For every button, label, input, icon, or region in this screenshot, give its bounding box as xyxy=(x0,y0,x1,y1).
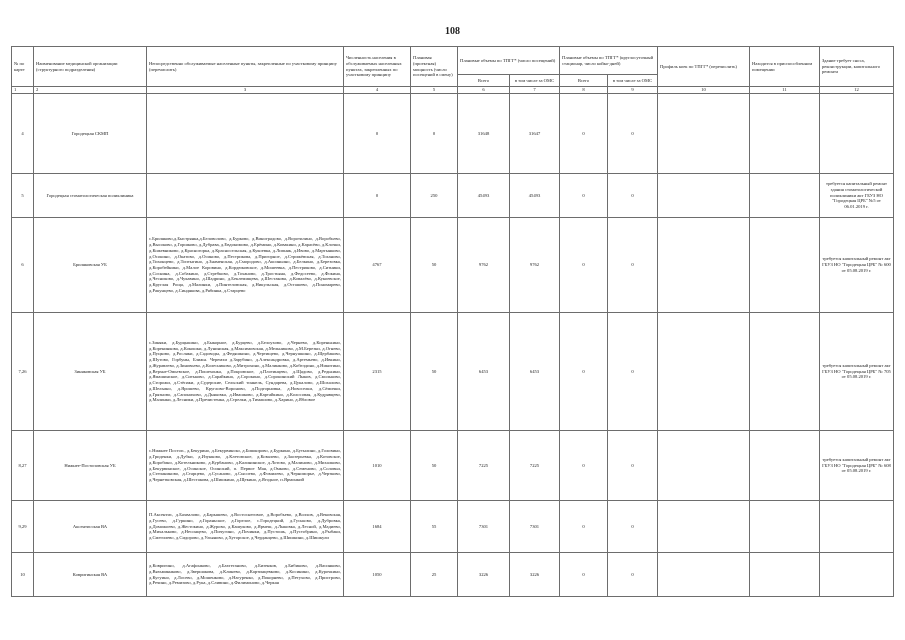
table-row xyxy=(12,313,894,431)
row-beddays-total: 0 xyxy=(560,313,608,431)
row-bed-profile xyxy=(658,501,750,553)
header-beddays-group: Плановые объемы по ТПГГ* (круглосуточный стационар, число койко-дней) xyxy=(560,47,658,75)
row-settlements xyxy=(147,94,344,174)
table-row xyxy=(12,174,894,218)
row-settlements: д.Ковригино, д.Агафонково, д.Бахтеганово, д.Бизенков, д.Бибиково, д.Васинково, д.Вязьминнково, д.Звершакова, д.Клинево, д.Картинцевково, д.Косинино, д.Курочкино, д.Кугуино, д.Лосево, д.Мошенково, д.Нагуренко, д.Покорнево, д.Петухово, д.Пристрово, д.Речино, д.Ремизово, д.Рука, д.Сливино, д.Филимоново, д.Черкая xyxy=(147,553,344,597)
col-number: 6 xyxy=(458,87,510,94)
column-numbers-row xyxy=(12,87,894,94)
row-organization: Городецкая стоматологическая поликлиника xyxy=(34,174,147,218)
row-repair-note: требуется капитальный ремонт акт ГБУЗ НО "Городецкая ЦРБ" № 608 от 05.08.2019 г. xyxy=(820,431,894,501)
row-repair-note: требуется капитальный ремонт акт ГБУЗ НО "Городецкая ЦРБ" № 705 от 05.08.2019 г. xyxy=(820,313,894,431)
row-population: 1684 xyxy=(344,501,411,553)
row-adapted-premises xyxy=(750,218,820,313)
row-map-number: 9,29 xyxy=(12,501,34,553)
header-organization: Наименование медицинской организации (структурного подразделения) xyxy=(34,47,147,87)
row-visits-total: 6453 xyxy=(458,313,510,431)
row-visits-total: 9762 xyxy=(458,218,510,313)
row-bed-profile xyxy=(658,94,750,174)
row-population: 1050 xyxy=(344,553,411,597)
header-visits-oms: в том числе за ОМС xyxy=(510,75,560,87)
row-bed-profile xyxy=(658,431,750,501)
row-visits-total: 45493 xyxy=(458,174,510,218)
row-visits-total: 31648 xyxy=(458,94,510,174)
row-adapted-premises xyxy=(750,313,820,431)
col-number: 9 xyxy=(608,87,658,94)
row-beddays-total: 0 xyxy=(560,431,608,501)
row-beddays-oms: 0 xyxy=(608,313,658,431)
header-repair-needed: Здание требует сноса, реконструкции, капитального ремонта xyxy=(820,47,894,87)
row-population: 4767 xyxy=(344,218,411,313)
row-visits-total: 7301 xyxy=(458,501,510,553)
row-map-number: 4 xyxy=(12,94,34,174)
row-beddays-oms: 0 xyxy=(608,174,658,218)
col-number: 2 xyxy=(34,87,147,94)
header-settlements: Непосредственно обслуживаемые населенные пункты, закрепленные по участковому принципу (перечислить) xyxy=(147,47,344,87)
row-adapted-premises xyxy=(750,501,820,553)
row-population: 2315 xyxy=(344,313,411,431)
row-settlements: П.Аксентис, д.Бахвалово, д.Барышево, д.Востоснеговое, д.Воробьево, д.Волхов, д.Вековская, д.Гусево, д.Гуркино, д.Гораньское, д.Горелое, с.Городецкий, д.Гуськово, д.Дубровка, д.Доможоево, д.Жестокино, д.Журово, д.Кашуково, д.Ярмеш, д.Лыковка, д.Лесной, д.Мадиево, д.Михальково, д.Несонцево, д.Пичугино, д.Починки, д.Пустошь, д.Пустобрино, д.Рыбаки, д.Смегилево, д.Сидорово, д.Ульяново, д.Хуторское, д.Черданцево, д.Шишкино, д.Шишкули xyxy=(147,501,344,553)
row-visits-oms: 9762 xyxy=(510,218,560,313)
row-organization: Городецкая СКМП xyxy=(34,94,147,174)
row-visits-oms: 45493 xyxy=(510,174,560,218)
col-number: 12 xyxy=(820,87,894,94)
row-capacity: 0 xyxy=(411,94,458,174)
row-organization: Ковригинская ВА xyxy=(34,553,147,597)
col-number: 5 xyxy=(411,87,458,94)
header-map-number: № по карте xyxy=(12,47,34,87)
table-row xyxy=(12,218,894,313)
table-row xyxy=(12,501,894,553)
col-number: 4 xyxy=(344,87,411,94)
col-number: 8 xyxy=(560,87,608,94)
row-capacity: 50 xyxy=(411,313,458,431)
header-visits-total: Всего xyxy=(458,75,510,87)
row-repair-note xyxy=(820,94,894,174)
row-beddays-oms: 0 xyxy=(608,218,658,313)
header-beddays-oms: в том числе за ОМС xyxy=(608,75,658,87)
table-row xyxy=(12,94,894,174)
row-capacity: 50 xyxy=(411,218,458,313)
row-map-number: 5 xyxy=(12,174,34,218)
row-organization: Зиняковская УБ xyxy=(34,313,147,431)
facilities-table xyxy=(11,46,894,597)
header-row xyxy=(12,47,894,75)
row-adapted-premises xyxy=(750,553,820,597)
row-beddays-total: 0 xyxy=(560,174,608,218)
row-beddays-total: 0 xyxy=(560,553,608,597)
row-organization: Аксентисская ВА xyxy=(34,501,147,553)
row-adapted-premises xyxy=(750,94,820,174)
header-population: Численность населения в обслуживаемых населенных пунктах, закрепленных по участковому принципу xyxy=(344,47,411,87)
row-repair-note xyxy=(820,553,894,597)
row-beddays-oms: 0 xyxy=(608,431,658,501)
row-visits-oms: 6453 xyxy=(510,313,560,431)
col-number: 7 xyxy=(510,87,560,94)
page-number: 108 xyxy=(445,26,460,37)
table-row xyxy=(12,553,894,597)
row-capacity: 250 xyxy=(411,174,458,218)
row-visits-total: 3226 xyxy=(458,553,510,597)
row-visits-oms: 7225 xyxy=(510,431,560,501)
row-settlements xyxy=(147,174,344,218)
row-bed-profile xyxy=(658,174,750,218)
header-adapted-premises: Находится в приспособленном помещении xyxy=(750,47,820,87)
header-visits-group: Плановые объемы по ТПГГ* (число посещений) xyxy=(458,47,560,75)
row-organization: Бриляковская УБ xyxy=(34,218,147,313)
row-bed-profile xyxy=(658,553,750,597)
row-beddays-total: 0 xyxy=(560,94,608,174)
row-capacity: 25 xyxy=(411,553,458,597)
row-settlements: с.Зиняки, д.Бурцыкино, д.Быкорное, д.Бурцево, д.Белоухово, д.Чернево, д.Коренькино, д.Коренинкова, д.Кокошки, д.Лунинская, д.Максимовская, д.Мельниково, д.М.Березки, д.Огнево, д.Пуцково, д.Росляки, д.Садоводы, д.Федяшкино, д.Чертищево, д.Чернушкино, д.Щербаково, д.Шутово, Горбуны, Ближн. Черемхи д.Зарубино, д.Александровка, д.Артемьево, д.Ивкино, д.Журавлево, д.Зиновьево, д.Колесниково, д.Митрохино, д.Малинково, д.Кобелдино, д.Никитино, д.Верхне-Омьевское, д.Пошехонка, д.Покровское, д.Плотинцево, д.Щадово, д.Редькино, д.Ямашинское, д.Ситьково, д.Сарайкина, д.Сорокино, д.Сорокинский Лыков, д.Смольково, д.Сторожи, д.Стёпаки, д.Судерские, Сельский тоннель, Сундарева, д.Цукалово, д.Шохалово, д.Шельино, д.Ярошево, Круглово-Вороново, д.Подгорновка, д.Новоселки, д.Сёмички, д.Грязново, д.Сапонихово, д.Дьяковка, д.Ивашково, д.Картайкино, д.Колосовая, д.Кудрявцево, д.Малинки, д.Лесники, д.Пречистенка, д.Стрелки, д.Тимашово, д.Харино, д.Ябловое xyxy=(147,313,344,431)
col-number: 1 xyxy=(12,87,34,94)
row-repair-note xyxy=(820,501,894,553)
row-settlements: с.Нижнее Постоп., д.Бекурино, д.Бекурвинско, д.Бишкорово, д.Буркино, д.Бутылино, д.Головино, д.Гриденки, д.Дубки, д.Изунково, д.Клетовское, д.Ковалево, д.Заозерьевка, д.Котовское, д.Коробино, д.Котельниково, д.Курбаново, д.Калининское, д.Лотово, д.Малиново, д.Михалково, д.Бекурвинское, д.Осинское, Осинский, п. Первое Мая, д.Омково, д.Семеново, д.Соловьи, д.Степаниново, д.Старцево, д.Сусаново, д.Сысоево, д.Фомилево, д.Черноморье, д.Чертково, д.Чернетковская, д.Шестакова, д.Шишкино, д.Щекино, д.Ягодное, п.Ярмонкий xyxy=(147,431,344,501)
row-beddays-oms: 0 xyxy=(608,553,658,597)
col-number: 11 xyxy=(750,87,820,94)
header-capacity: Плановая (проектная) мощность (число посещений в смену) xyxy=(411,47,458,87)
row-map-number: 10 xyxy=(12,553,34,597)
row-repair-note: требуется капитальный ремонт акт ГБУЗ НО "Городецкая ЦРБ" № 600 от 05.08.2019 г. xyxy=(820,218,894,313)
row-bed-profile xyxy=(658,218,750,313)
row-adapted-premises xyxy=(750,174,820,218)
col-number: 3 xyxy=(147,87,344,94)
row-bed-profile xyxy=(658,313,750,431)
row-repair-note: требуется капитальный ремонт здания стоматологической поликлиники акт ГБУЗ НО "Городецкая ЦРБ" №5 от 06.01.2019 г. xyxy=(820,174,894,218)
row-adapted-premises xyxy=(750,431,820,501)
row-visits-oms: 31647 xyxy=(510,94,560,174)
row-population: 1010 xyxy=(344,431,411,501)
row-beddays-oms: 0 xyxy=(608,94,658,174)
row-visits-oms: 7301 xyxy=(510,501,560,553)
row-population: 0 xyxy=(344,94,411,174)
row-beddays-total: 0 xyxy=(560,501,608,553)
col-number: 10 xyxy=(658,87,750,94)
table-row xyxy=(12,431,894,501)
row-settlements: с.Бриляково,д.Быстрянка,д.Беловолово, д.Бурково, д.Виноградово, д.Воротилино, д.Воробьево, д.Высоково, д.Горшково, д.Дубрава, д.Евдокимово, д.Ерёмино, д.Ковакино, д.Карасёво, д.Клочки, д.Кожевниково, д.Красногорка, д.Красносельская, д.Кукоевка, д.Липняк, д.Ивово, д.Мартынково, д.Осокино, д.Окатово, д.Осиново, д.Пестрикова, д.Пригорное, д.Стрижёвская, д.Тоханово, д.Тихонцево, д.Топтыгино, д.Знаменская, д.Смородово, д.Аксиньино, д.Белкино, д.Березовка, д.Коробейники, д.Малое Коровино, д.Кордюковское, д.Мошеевка, д.Пестриково, д.Ситники, д.Соснина, д.Собакино, д.Стребково, д.Тоханово, д.Тростьяна, д.Федосеево, д.Фокина, д.Чесноково, д.Чукавино, д.Шадрино, д.Беклемищева, д.Шестакова, д.Ковалёво, д.Кукоевское, д.Круглая Роща, д.Малинки, д.Пинтеловская, д.Никульская, д.Осташево, д.Пономарево, д.Ракунцево, д.Синдякова, д.Рябинка, д.Старцево xyxy=(147,218,344,313)
row-map-number: 7,26 xyxy=(12,313,34,431)
row-visits-oms: 3226 xyxy=(510,553,560,597)
row-capacity: 55 xyxy=(411,501,458,553)
row-beddays-oms: 0 xyxy=(608,501,658,553)
header-bed-profile: Профиль коек по ТПГГ* (перечислить) xyxy=(658,47,750,87)
row-beddays-total: 0 xyxy=(560,218,608,313)
header-beddays-total: Всего xyxy=(560,75,608,87)
row-population: 0 xyxy=(344,174,411,218)
row-capacity: 50 xyxy=(411,431,458,501)
row-map-number: 6 xyxy=(12,218,34,313)
row-organization: Нижнее-Постоповская УБ xyxy=(34,431,147,501)
row-visits-total: 7225 xyxy=(458,431,510,501)
row-map-number: 8,27 xyxy=(12,431,34,501)
